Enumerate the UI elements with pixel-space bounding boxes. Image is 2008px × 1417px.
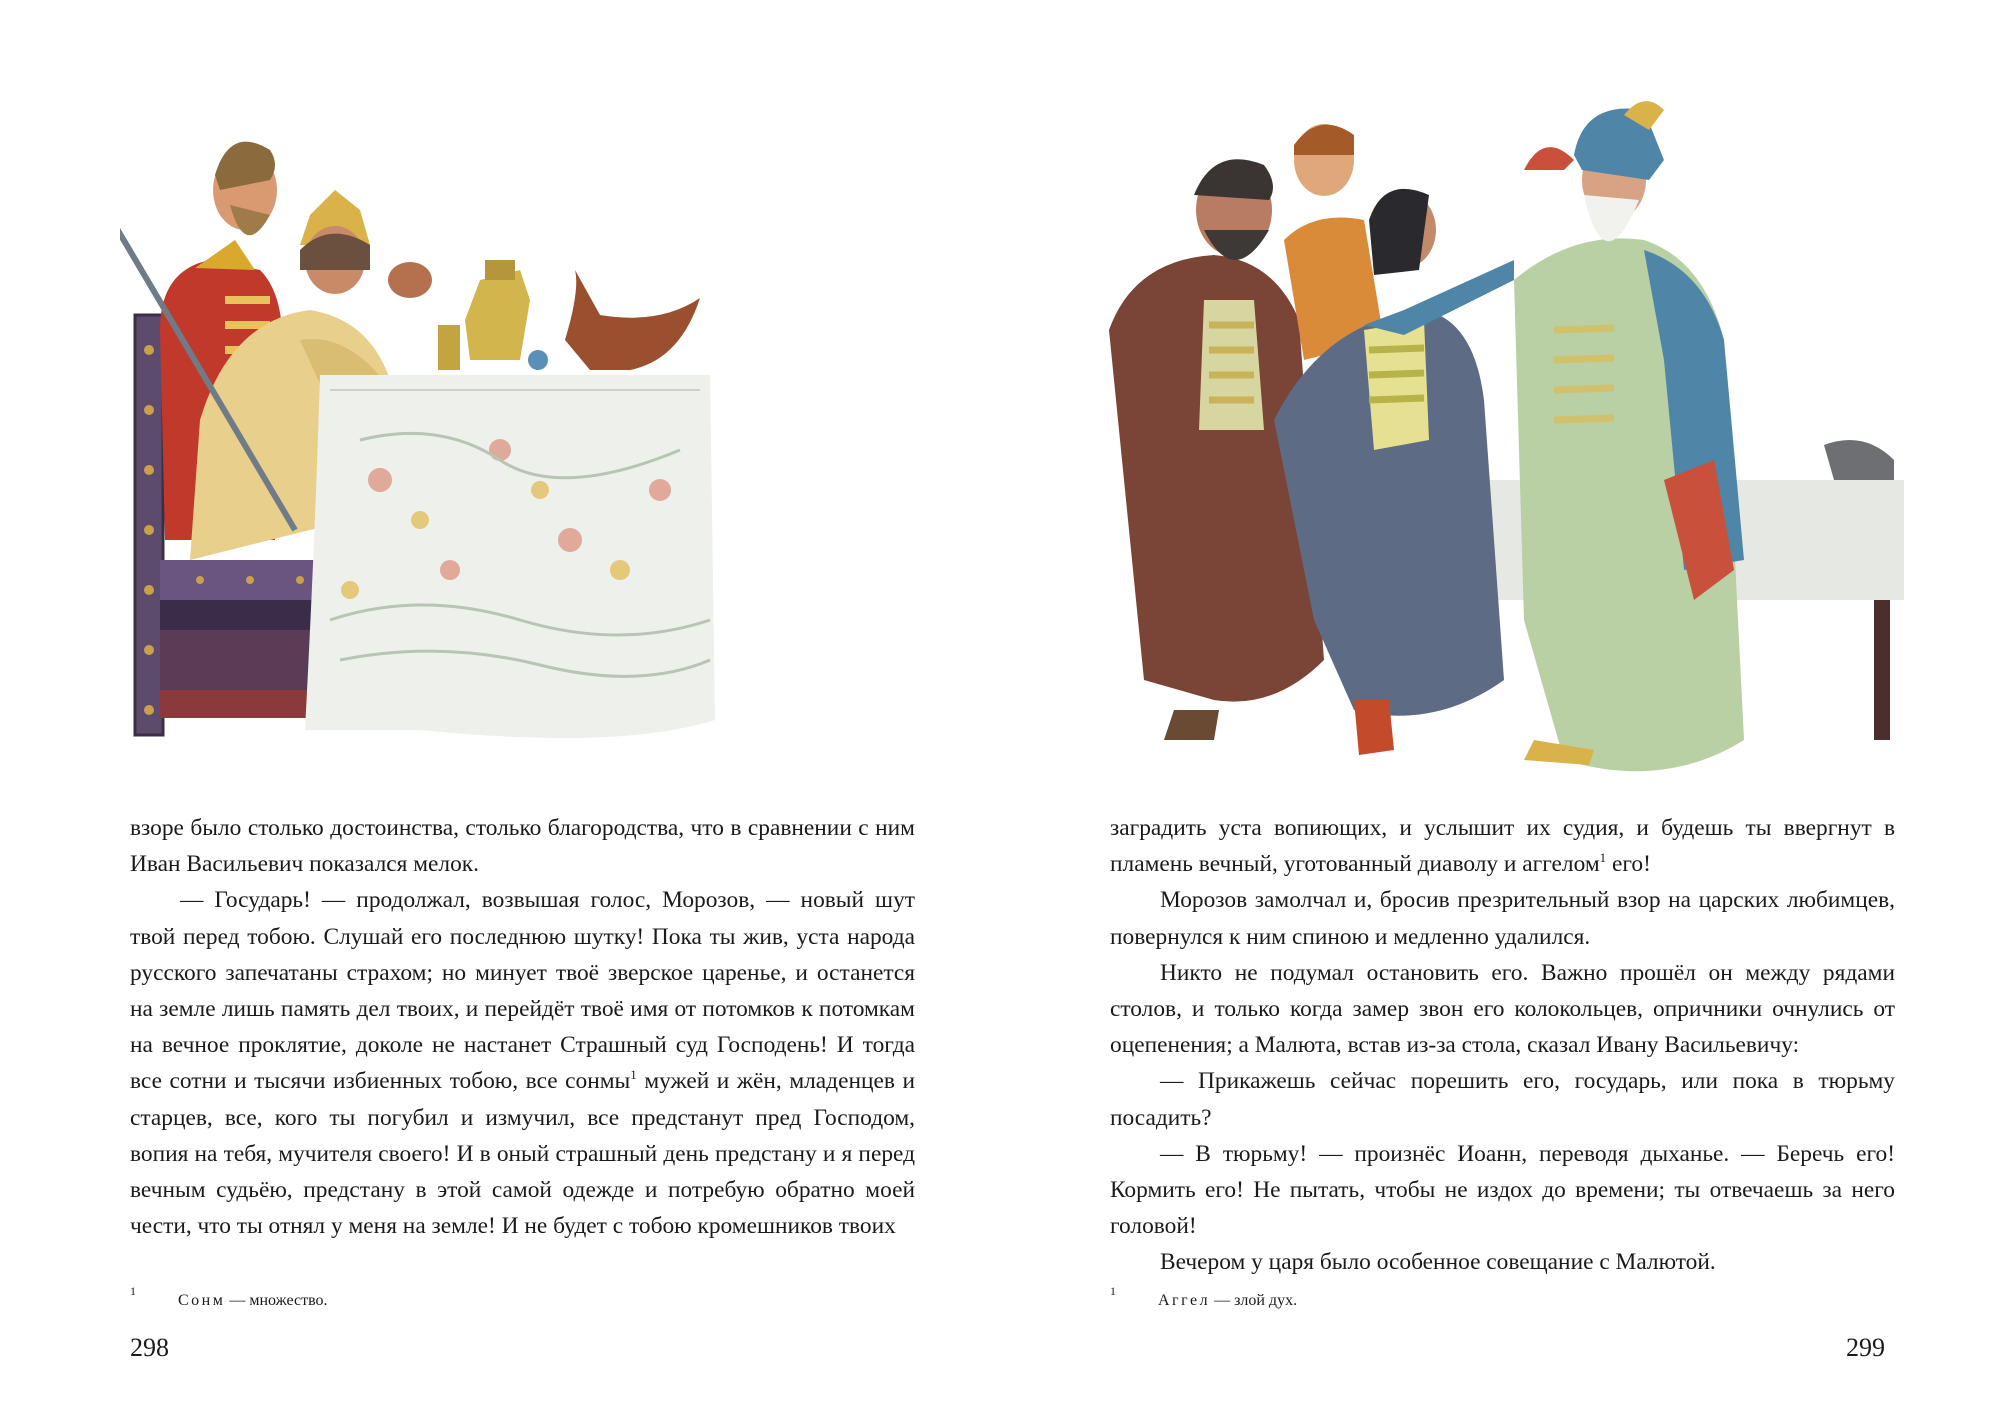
page-number: 298 (130, 1333, 169, 1362)
tablecloth (305, 375, 715, 738)
paragraph: Морозов замолчал и, бросив презрительный взор на царских любимцев, повернулся к ним спиною и медленно удалился. (1110, 887, 1895, 950)
right-page (1004, 0, 2008, 1417)
footnote (130, 1284, 830, 1310)
illustration-tsar-at-table (120, 120, 940, 760)
left-body-text (130, 810, 915, 1244)
footnote-text: — злой дух. (1210, 1292, 1298, 1309)
footnote-mark: 1 (130, 1284, 136, 1298)
paragraph: заградить уста вопиющих, и услышит их судия, и будешь ты ввергнут в пламень вечный, уготованный диаволу и аггелом$^1$ его! (1110, 815, 1895, 878)
page-number: 299 (1846, 1333, 1885, 1362)
footnote-text: — множество. (225, 1292, 328, 1309)
illustration-jester-and-oprichniki (1104, 100, 1914, 790)
paragraph: — Государь! — продолжал, возвышая голос, Морозов, — новый шут твой перед тобою. Слушай его последнюю шутку! Пока ты жив, уста народа русского запечатаны страхом; но минует твоё зверское царенье, и останется на земле лишь память дел твоих, и перейдёт твоё имя от потомков к потомкам на вечное проклятие, доколе не настанет Страшный суд Господень! И тогда все сотни и тысячи избиенных тобою, все сонмы$^1$ мужей и жён, младенцев и старцев, все, кого ты погубил и измучил, все предстанут пред Господом, вопия на тебя, мучителя своего! И в оный страшный день предстану и я перед вечным судьёю, предстану в этой самой одежде и потребую обратно моей чести, что ты отнял у меня на земле! И не будет с тобою кромешников твоих (130, 887, 915, 1240)
footnote-mark: 1 (1110, 1284, 1116, 1298)
table-vessels (438, 260, 700, 370)
paragraph: Никто не подумал остановить его. Важно прошёл он между рядами столов, и только когда замер звон его колокольцев, опричники очнулись от оцепенения; а Малюта, встав из-за стола, сказал Ивану Васильевичу: (1110, 959, 1895, 1059)
footnote-ref: 1 (630, 1067, 637, 1083)
paragraph: — Прикажешь сейчас порешить его, государь, или пока в тюрьму посадить? (1110, 1068, 1895, 1131)
footnote-term: Аггел (1158, 1292, 1211, 1309)
footnote-term: Сонм (178, 1292, 226, 1309)
paragraph: — В тюрьму! — произнёс Иоанн, переводя дыханье. — Беречь его! Кормить его! Не пытать, чтобы не издох до времени; ты отвечаешь за него головой! (1110, 1140, 1895, 1240)
right-body-text (1110, 810, 1895, 1281)
paragraph: взоре было столько достоинства, столько благородства, что в сравнении с ним Иван Васильевич показался мелок. (130, 815, 915, 878)
footnote (1110, 1284, 1810, 1310)
paragraph: Вечером у царя было особенное совещание с Малютой. (1160, 1249, 1716, 1276)
footnote-ref: 1 (1599, 850, 1607, 866)
